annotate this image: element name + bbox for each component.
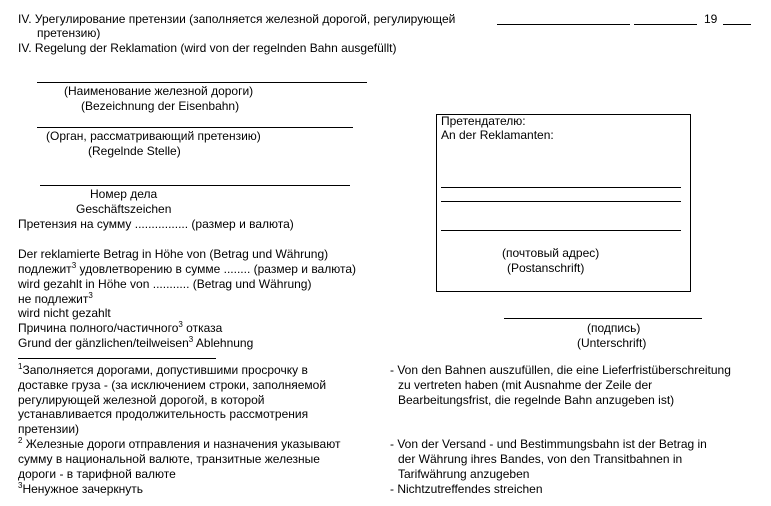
footnote-2-ru-line: сумму в национальной валюте, транзитные железные bbox=[18, 452, 320, 466]
authority-label-ru: (Орган, рассматривающий претензию) bbox=[46, 129, 261, 143]
claimant-title-de: An der Reklamanten: bbox=[441, 128, 554, 142]
railway-label-ru: (Наименование железной дороги) bbox=[64, 84, 254, 98]
case-number-line[interactable] bbox=[40, 185, 350, 186]
refusal-reason-ru: Причина полного/частичного$^3$ отказа bbox=[18, 320, 223, 335]
footnote-1-ru-line: регулирующей железной дорогой, в которой bbox=[18, 393, 265, 407]
section-title-de: IV. Regelung der Reklamation (wird von der regelnden Bahn ausgefüllt) bbox=[18, 41, 397, 55]
signature-line[interactable] bbox=[504, 318, 702, 319]
year-line[interactable] bbox=[723, 24, 751, 25]
postal-address-label-ru: (почтовый адрес) bbox=[502, 246, 600, 260]
signature-label-de: (Unterschrift) bbox=[577, 336, 647, 350]
railway-name-line[interactable] bbox=[37, 82, 367, 83]
address-line-3[interactable] bbox=[441, 230, 681, 231]
claim-amount: Претензия на сумму ................ (размер и валюта) bbox=[18, 217, 294, 231]
footnote-1-ru: $^1$Заполняется дорогами, допустившими просрочку в bbox=[18, 362, 308, 377]
year-label: 19 bbox=[704, 12, 718, 26]
date-line-2[interactable] bbox=[634, 24, 697, 25]
claimant-title-ru: Претендателю: bbox=[441, 114, 526, 128]
address-line-2[interactable] bbox=[441, 201, 681, 202]
footnote-1-de: - Von den Bahnen auszufüllen, die eine Lieferfristüberschreitung bbox=[390, 363, 731, 377]
footnote-2-ru-line: дороги - в тарифной валюте bbox=[18, 467, 176, 481]
footnote-separator bbox=[18, 358, 216, 359]
not-paid-de: wird nicht gezahlt bbox=[18, 306, 111, 320]
railway-label-de: (Bezeichnung der Eisenbahn) bbox=[81, 99, 240, 113]
subject-line-ru: подлежит$^3$ удовлетворению в сумме ........ (размер и валюта) bbox=[18, 261, 357, 276]
footnote-3-de: - Nichtzutreffendes streichen bbox=[390, 482, 543, 496]
footnote-2-ru: $^2$ Железные дороги отправления и назначения указывают bbox=[18, 436, 341, 451]
footnote-2-de-line: der Währung ihres Bandes, von den Transitbahnen in bbox=[398, 452, 683, 466]
postal-address-label-de: (Postanschrift) bbox=[507, 261, 585, 275]
signature-label-ru: (подпись) bbox=[587, 321, 641, 335]
footnote-1-de-line: zu vertreten haben (mit Ausnahme der Zeile der bbox=[398, 378, 653, 392]
authority-line[interactable] bbox=[37, 127, 353, 128]
footnote-3-ru: $^3$Ненужное зачеркнуть bbox=[18, 481, 144, 496]
address-line-1[interactable] bbox=[441, 187, 681, 188]
footnote-1-ru-line: устанавливается продолжительность рассмотрения bbox=[18, 407, 309, 421]
case-number-label-ru: Номер дела bbox=[90, 187, 158, 201]
not-subject-ru: не подлежит$^3$ bbox=[18, 291, 93, 306]
authority-label-de: (Regelnde Stelle) bbox=[88, 144, 181, 158]
section-title-ru-cont: претензию) bbox=[37, 26, 101, 40]
case-number-label-de: Geschäftszeichen bbox=[76, 202, 172, 216]
paid-amount-de: wird gezahlt in Höhe von ........... (Betrag und Währung) bbox=[18, 277, 312, 291]
footnote-1-ru-line: доставке груза - (за исключением строки, заполняемой bbox=[18, 378, 327, 392]
date-line-1[interactable] bbox=[497, 24, 630, 25]
section-title-ru: IV. Урегулирование претензии (заполняется железной дорогой, регулирующей bbox=[18, 12, 456, 26]
footnote-2-de: - Von der Versand - und Bestimmungsbahn ist der Betrag in bbox=[390, 437, 707, 451]
claimed-amount-de: Der reklamierte Betrag in Höhe von (Betrag und Währung) bbox=[18, 247, 329, 261]
footnote-1-ru-line: претензии) bbox=[18, 422, 80, 436]
footnote-1-de-line: Bearbeitungsfrist, die regelnde Bahn anzugeben ist) bbox=[398, 393, 675, 407]
refusal-reason-de: Grund der gänzlichen/teilweisen$^3$ Ablehnung bbox=[18, 335, 254, 350]
footnote-2-de-line: Tarifwährung anzugeben bbox=[398, 467, 530, 481]
